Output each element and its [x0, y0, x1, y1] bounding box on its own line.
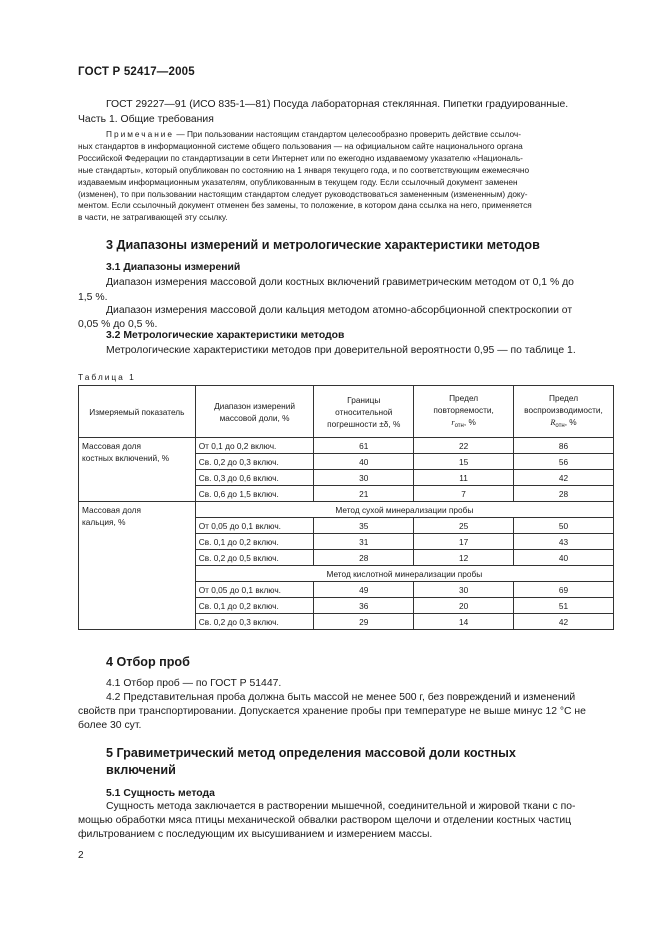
subsection-3-1-heading: 3.1 Диапазоны измерений	[106, 262, 241, 273]
delta-cell: 36	[314, 598, 414, 614]
document-header: ГОСТ Р 52417—2005	[78, 66, 195, 78]
r-cell: 20	[414, 598, 514, 614]
column-header: Границы относительной погрешности ±δ, %	[314, 386, 414, 438]
paragraph: более 30 сут.	[78, 720, 142, 731]
paragraph: 4.2 Представительная проба должна быть массой не менее 500 г, без повреждений и изменений	[106, 692, 576, 703]
paragraph: 4.1 Отбор проб — по ГОСТ Р 51447.	[106, 678, 282, 689]
reference-line-2: Часть 1. Общие требования	[78, 114, 214, 125]
range-cell: Св. 0,1 до 0,2 включ.	[195, 598, 314, 614]
column-header: Предел повторяемости, $r_{отн}$, %	[414, 386, 514, 438]
row-group-label: Массовая доля костных включений, %	[79, 438, 196, 502]
page-number: 2	[78, 850, 84, 861]
paragraph: 0,05 % до 0,5 %.	[78, 319, 158, 330]
table-caption: Таблица 1	[78, 372, 136, 382]
table-header-row	[79, 386, 614, 438]
section-4-heading: 4 Отбор проб	[106, 655, 190, 669]
R-cell: 42	[514, 470, 614, 486]
paragraph: Диапазон измерения массовой доли кальция методом атомно-абсорбционной спектроскопии от	[106, 305, 573, 316]
note-line: ные стандарты», который опубликован по состоянию на 1 января текущего года, и по соответствующим ежемесячно	[78, 164, 530, 175]
delta-cell: 29	[314, 614, 414, 630]
column-header: Измеряемый показатель	[79, 386, 196, 438]
paragraph: Метрологические характеристики методов при доверительной вероятности 0,95 — по таблице 1.	[106, 345, 576, 356]
metrology-table	[78, 385, 614, 630]
paragraph: 1,5 %.	[78, 292, 108, 303]
reference-line-1: ГОСТ 29227—91 (ИСО 835-1—81) Посуда лабораторная стеклянная. Пипетки градуированные.	[106, 99, 569, 110]
note-line: в части, не затрагивающей эту ссылку.	[78, 212, 228, 223]
note-line: (изменен), то при пользовании настоящим стандартом следует руководствоваться замененным (измененным) доку-	[78, 188, 528, 199]
subsection-5-1-heading: 5.1 Сущность метода	[106, 788, 215, 799]
R-cell: 40	[514, 550, 614, 566]
paragraph: Сущность метода заключается в растворении мышечной, соединительной и жировой ткани с по-	[106, 801, 576, 812]
range-cell: Св. 0,1 до 0,2 включ.	[195, 534, 314, 550]
paragraph: мощью обработки мяса птицы механической обвалки раствором щелочи и отделении костных частиц	[78, 815, 572, 826]
r-cell: 25	[414, 518, 514, 534]
note-label: Примечание	[106, 129, 175, 139]
note-line: ментом. Если ссылочный документ отменен без замены, то положение, в котором дана ссылка на него, применяется	[78, 200, 532, 211]
r-cell: 11	[414, 470, 514, 486]
r-cell: 22	[414, 438, 514, 454]
row-group-label: Массовая доля кальция, %	[79, 502, 196, 630]
R-cell: 43	[514, 534, 614, 550]
R-cell: 51	[514, 598, 614, 614]
R-cell: 42	[514, 614, 614, 630]
range-cell: Св. 0,6 до 1,5 включ.	[195, 486, 314, 502]
r-cell: 15	[414, 454, 514, 470]
R-cell: 28	[514, 486, 614, 502]
range-cell: От 0,05 до 0,1 включ.	[195, 582, 314, 598]
table-row	[79, 502, 614, 518]
R-cell: 56	[514, 454, 614, 470]
delta-cell: 35	[314, 518, 414, 534]
subsection-3-2-heading: 3.2 Метрологические характеристики методов	[106, 330, 345, 341]
section-3-heading: 3 Диапазоны измерений и метрологические характеристики методов	[106, 238, 540, 252]
section-5-heading-cont: включений	[106, 763, 176, 777]
column-header: Предел воспроизводимости, $R_{отн}$, %	[514, 386, 614, 438]
R-cell: 86	[514, 438, 614, 454]
note-line: ных стандартов в информационной системе общего пользования — на официальном сайте национального органа	[78, 140, 523, 151]
range-cell: От 0,1 до 0,2 включ.	[195, 438, 314, 454]
r-cell: 12	[414, 550, 514, 566]
note-block	[78, 129, 614, 224]
range-cell: Св. 0,2 до 0,5 включ.	[195, 550, 314, 566]
delta-cell: 28	[314, 550, 414, 566]
R-cell: 69	[514, 582, 614, 598]
r-cell: 17	[414, 534, 514, 550]
range-cell: Св. 0,2 до 0,3 включ.	[195, 454, 314, 470]
note-line: Российской Федерации по стандартизации в сети Интернет или по ежегодно издаваемому указателю «Националь-	[78, 152, 523, 163]
delta-cell: 61	[314, 438, 414, 454]
R-cell: 50	[514, 518, 614, 534]
delta-cell: 21	[314, 486, 414, 502]
range-cell: От 0,05 до 0,1 включ.	[195, 518, 314, 534]
delta-cell: 49	[314, 582, 414, 598]
delta-cell: 30	[314, 470, 414, 486]
delta-cell: 40	[314, 454, 414, 470]
paragraph: Диапазон измерения массовой доли костных включений гравиметрическим методом от 0,1 % до	[106, 277, 574, 288]
note-line: издаваемым информационным указателям, опубликованным в текущем году. Если ссылочный документ заменен	[78, 176, 518, 187]
r-cell: 14	[414, 614, 514, 630]
method-header: Метод сухой минерализации пробы	[195, 502, 613, 518]
note-line: — При пользовании настоящим стандартом целесообразно проверить действие ссылоч-	[174, 129, 522, 139]
method-header: Метод кислотной минерализации пробы	[195, 566, 613, 582]
r-cell: 7	[414, 486, 514, 502]
range-cell: Св. 0,3 до 0,6 включ.	[195, 470, 314, 486]
paragraph: фильтрованием с последующим их высушиванием и измерением массы.	[78, 829, 433, 840]
table-row	[79, 438, 614, 454]
paragraph: свойств при транспортировании. Допускается хранение пробы при температуре не выше минус 12 °С не	[78, 706, 586, 717]
range-cell: Св. 0,2 до 0,3 включ.	[195, 614, 314, 630]
r-cell: 30	[414, 582, 514, 598]
column-header: Диапазон измерений массовой доли, %	[195, 386, 314, 438]
delta-cell: 31	[314, 534, 414, 550]
section-5-heading: 5 Гравиметрический метод определения массовой доли костных	[106, 746, 516, 760]
